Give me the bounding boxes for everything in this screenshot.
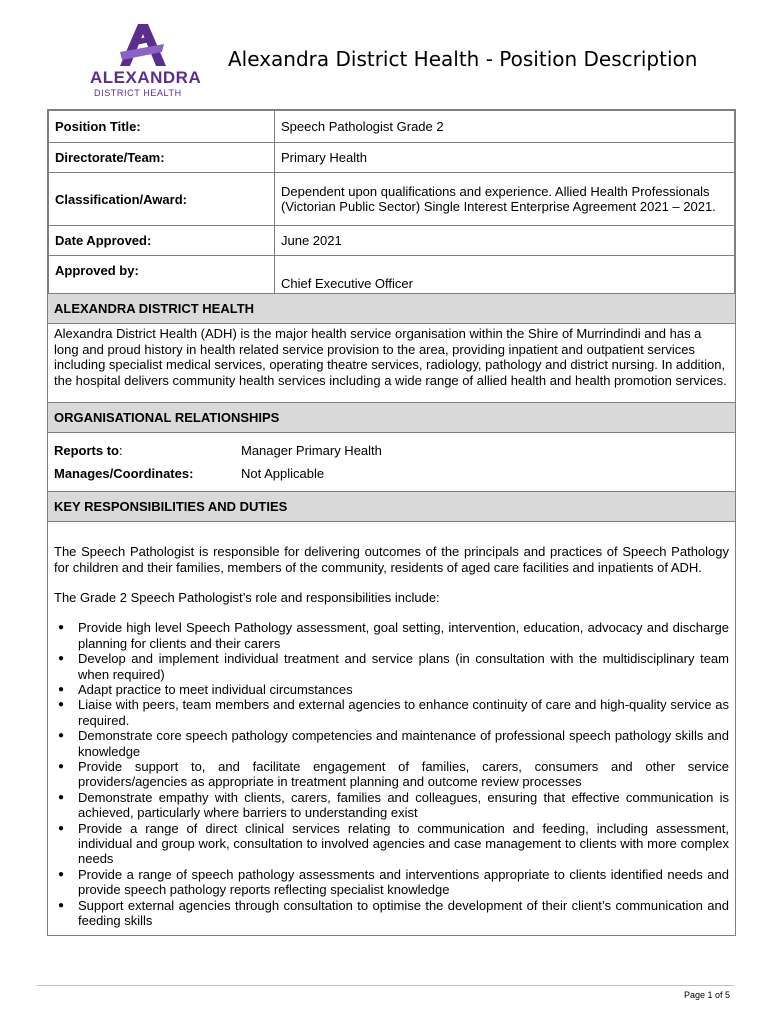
directorate-value: Primary Health bbox=[275, 143, 735, 173]
bullet-icon: ● bbox=[58, 822, 65, 834]
approved-by-label: Approved by: bbox=[49, 256, 275, 294]
list-item: ● Provide support to, and facilitate engagement of families, carers, consumers and other service providers/agencies as appropriate in treatment planning and outcome review processes bbox=[58, 759, 729, 790]
reports-to-row bbox=[54, 439, 729, 462]
details-table bbox=[48, 110, 735, 294]
list-item: ● Adapt practice to meet individual circumstances bbox=[58, 682, 353, 697]
responsibilities-list bbox=[54, 620, 729, 928]
table-row bbox=[49, 226, 735, 256]
list-item: ● Support external agencies through consultation to optimise the development of their client’s communication and feeding skills bbox=[58, 897, 729, 929]
list-item: ● Provide high level Speech Pathology assessment, goal setting, intervention, education, advocacy and discharge planning for clients and their carers bbox=[58, 620, 729, 651]
classification-label: Classification/Award: bbox=[49, 173, 275, 226]
bullet-icon: ● bbox=[58, 622, 65, 634]
date-approved-value: June 2021 bbox=[275, 226, 735, 256]
position-title-value: Speech Pathologist Grade 2 bbox=[275, 111, 735, 143]
bullet-icon: ● bbox=[58, 653, 65, 665]
date-approved-label: Date Approved: bbox=[49, 226, 275, 256]
table-row bbox=[49, 173, 735, 226]
footer-divider bbox=[37, 985, 734, 986]
relationships-block bbox=[48, 433, 735, 491]
manages-value: Not Applicable bbox=[241, 466, 325, 482]
approved-by-value: Chief Executive Officer bbox=[275, 256, 735, 294]
list-item: ● Develop and implement individual treatment and service plans (in consultation with the multidisciplinary team when required) bbox=[58, 651, 729, 682]
logo-name: ALEXANDRA bbox=[90, 68, 202, 87]
classification-value: Dependent upon qualifications and experience. Allied Health Professionals (Victorian Public Sector) Single Interest Enterprise Agreement 2021 – 2021. bbox=[275, 173, 735, 226]
responsibilities-intro: The Speech Pathologist is responsible for delivering outcomes of the principals and practices of Speech Pathology for children and their families, members of the community, residents of aged care facilities and inpatients of ADH. bbox=[54, 544, 729, 576]
table-row bbox=[49, 111, 735, 143]
relationships-heading: ORGANISATIONAL RELATIONSHIPS bbox=[48, 402, 735, 433]
about-heading: ALEXANDRA DISTRICT HEALTH bbox=[48, 294, 735, 324]
bullet-icon: ● bbox=[58, 684, 65, 695]
reports-to-label: Reports to bbox=[54, 443, 119, 459]
bullet-icon: ● bbox=[58, 730, 65, 742]
list-item: ● Provide a range of speech pathology assessments and interventions appropriate to clients identified needs and provide speech pathology reports reflecting specialist knowledge bbox=[58, 866, 729, 898]
list-item: ● Liaise with peers, team members and external agencies to enhance continuity of care and high-quality service as required. bbox=[58, 697, 729, 728]
list-item: ● Provide a range of direct clinical services relating to communication and feeding, including assessment, individual and group work, consultation to involved agencies and case management to clients with more complex needs bbox=[58, 820, 729, 867]
position-title-label: Position Title: bbox=[49, 111, 275, 143]
responsibilities-body bbox=[48, 522, 735, 934]
bullet-icon: ● bbox=[58, 699, 65, 711]
about-text: Alexandra District Health (ADH) is the major health service organisation within the Shire of Murrindindi and has a long and proud history in health related service provision to the area, providing inpatient and outpatient services including specialist medical services, operating theatre services, radiology, pathology and district nursing. In addition, the hospital delivers community health services including a wide range of allied health and health promotion services. bbox=[54, 326, 727, 388]
page-number: Page 1 of 5 bbox=[684, 990, 731, 1000]
reports-to-colon: : bbox=[119, 443, 123, 459]
responsibilities-heading: KEY RESPONSIBILITIES AND DUTIES bbox=[48, 491, 735, 522]
bullet-icon: ● bbox=[58, 868, 65, 880]
reports-to-value: Manager Primary Health bbox=[241, 443, 382, 459]
manages-label: Manages/Coordinates: bbox=[54, 466, 194, 482]
manages-row bbox=[54, 462, 729, 485]
responsibilities-lead: The Grade 2 Speech Pathologist’s role and responsibilities include: bbox=[54, 590, 440, 606]
position-description bbox=[47, 109, 736, 936]
bullet-icon: ● bbox=[58, 899, 65, 911]
directorate-label: Directorate/Team: bbox=[49, 143, 275, 173]
document-title: Alexandra District Health - Position Description bbox=[228, 47, 698, 71]
list-item: ● Demonstrate core speech pathology competencies and maintenance of professional speech pathology skills and knowledge bbox=[58, 728, 729, 759]
logo bbox=[88, 22, 202, 102]
table-row bbox=[49, 256, 735, 294]
bullet-icon: ● bbox=[58, 761, 65, 773]
list-item: ● Demonstrate empathy with clients, carers, families and colleagues, ensuring that effective communication is achieved, particularly where barriers to understanding exist bbox=[58, 789, 729, 821]
logo-subtitle: DISTRICT HEALTH bbox=[94, 88, 182, 98]
logo-a-mark bbox=[116, 22, 168, 68]
table-row bbox=[49, 143, 735, 173]
bullet-icon: ● bbox=[58, 791, 65, 803]
